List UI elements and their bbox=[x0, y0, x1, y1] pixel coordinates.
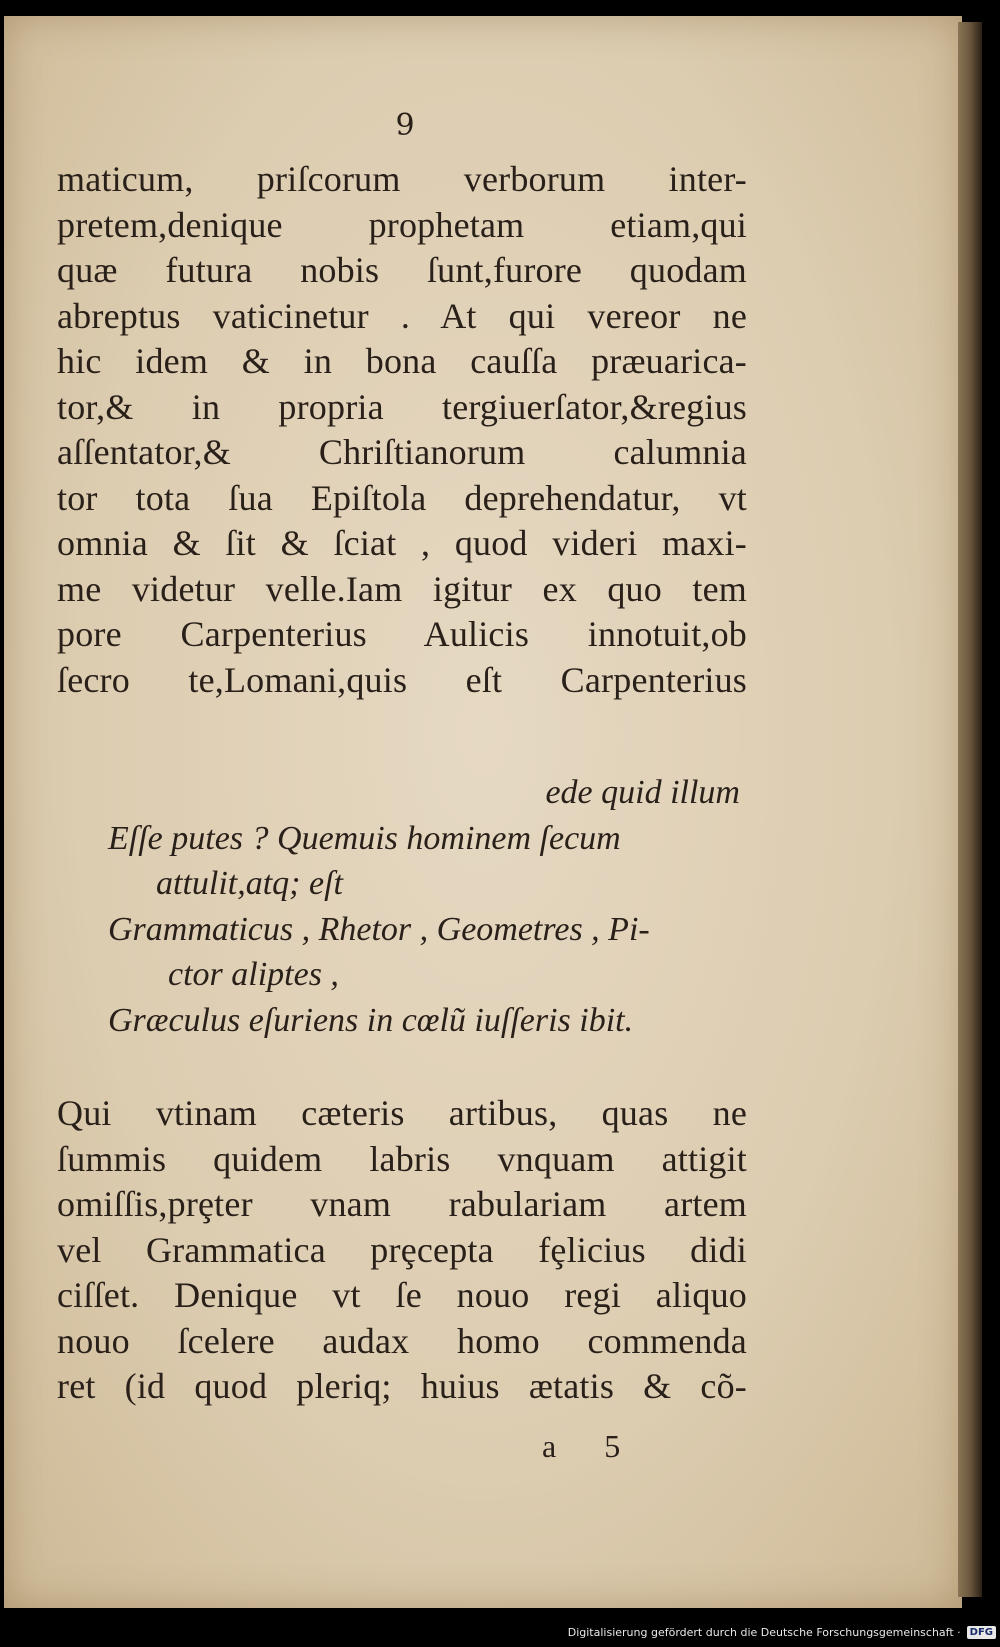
text-line: ciſſet. Denique vt ſe nouo regi aliquo bbox=[57, 1275, 747, 1315]
verse-line: attulit,atq; eſt bbox=[156, 865, 343, 902]
page-edge bbox=[958, 22, 982, 1597]
text-line: hic idem & in bona cauſſa præuarica- bbox=[57, 341, 747, 381]
verse-quotation bbox=[108, 770, 748, 1043]
dfg-logo: DFG bbox=[967, 1626, 996, 1639]
paragraph-1 bbox=[57, 157, 747, 703]
verse-line: Eſſe putes ? Quemuis hominem ſecum bbox=[108, 819, 621, 857]
page-number: 9 bbox=[395, 108, 415, 143]
text-line: pretem,denique prophetam etiam,qui bbox=[57, 204, 747, 245]
text-line: ſecro te,Lomani,quis eſt Carpenterius bbox=[57, 659, 747, 700]
text-line: vel Grammatica prȩcepta fȩlicius didi bbox=[57, 1229, 747, 1270]
paragraph-2 bbox=[57, 1091, 747, 1410]
verse-line: ctor aliptes , bbox=[168, 956, 339, 993]
verse-line: Grammaticus , Rhetor , Geometres , Pi- bbox=[108, 910, 650, 948]
text-line: tor tota ſua Epiſtola deprehendatur, vt bbox=[57, 477, 747, 518]
text-line: omnia & ſit & ſciat , quod videri maxi- bbox=[57, 523, 747, 563]
footer-credit bbox=[568, 1621, 996, 1643]
verse-line: Græculus eſuriens in cœlũ iuſſeris ibit. bbox=[108, 1001, 634, 1039]
text-line: tor,& in propria tergiuerſator,&regius bbox=[57, 386, 747, 427]
text-line: pore Carpenterius Aulicis innotuit,ob bbox=[57, 614, 747, 654]
text-line: abreptus vaticinetur . At qui vereor ne bbox=[57, 295, 747, 336]
text-line: ret (id quod pleriq; huius ætatis & cõ- bbox=[57, 1366, 747, 1406]
signature-mark: a 5 bbox=[542, 1428, 641, 1464]
text-line: aſſentator,& Chriſtianorum calumnia bbox=[57, 432, 747, 472]
text-line: Qui vtinam cæteris artibus, quas ne bbox=[57, 1093, 747, 1133]
text-line: omiſſis,prȩter vnam rabulariam artem bbox=[57, 1184, 747, 1224]
text-line: nouo ſcelere audax homo commenda bbox=[57, 1320, 747, 1361]
verse-line: ede quid illum bbox=[545, 774, 740, 811]
footer-text: Digitalisierung gefördert durch die Deutsche Forschungsgemeinschaft · bbox=[567, 1625, 961, 1639]
text-line: maticum, priſcorum verborum inter- bbox=[57, 159, 747, 199]
text-line: me videtur velle.Iam igitur ex quo tem bbox=[57, 568, 747, 609]
text-line: quæ futura nobis ſunt,furore quodam bbox=[57, 250, 747, 290]
text-line: ſummis quidem labris vnquam attigit bbox=[57, 1138, 747, 1179]
